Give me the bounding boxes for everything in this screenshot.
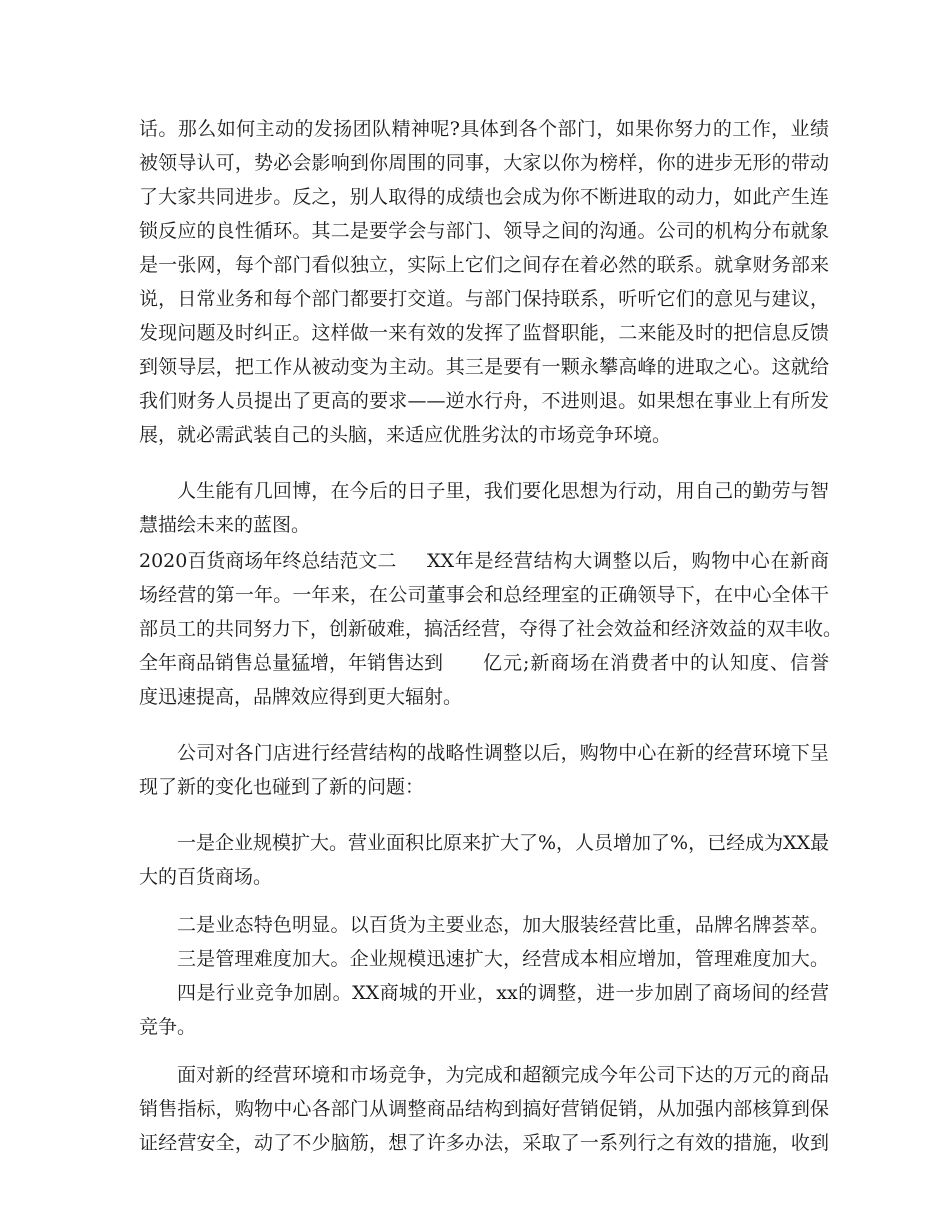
text-line: 竞争。: [139, 1016, 197, 1038]
text-line: 三是管理难度加大。企业规模迅速扩大，经营成本相应增加，管理难度加大。: [177, 948, 829, 970]
text-line: 锁反应的良性循环。其二是要学会与部门、领导之间的沟通。公司的机构分布就象: [139, 220, 829, 242]
text-line: 到领导层，把工作从被动变为主动。其三是要有一颗永攀高峰的进取之心。这就给: [139, 356, 829, 378]
text-line: XX年是经营结构大调整以后，购物中心在新商: [427, 550, 829, 572]
text-line: 大的百货商场。: [139, 866, 273, 888]
text-line: 发现问题及时纠正。这样做一来有效的发挥了监督职能，二来能及时的把信息反馈: [139, 322, 829, 344]
text-line: 被领导认可，势必会影响到你周围的同事，大家以你为榜样，你的进步无形的带动: [139, 152, 829, 174]
text-line: 我们财务人员提出了更高的要求——逆水行舟，不进则退。如果想在事业上有所发: [139, 390, 829, 412]
text-line: 说，日常业务和每个部门都要打交道。与部门保持联系，听听它们的意见与建议，: [139, 288, 829, 310]
text-line: 展，就必需武装自己的头脑，来适应优胜劣汰的市场竞争环境。: [139, 424, 672, 446]
text-line: 是一张网，每个部门看似独立，实际上它们之间存在着必然的联系。就拿财务部来: [139, 254, 829, 276]
text-line: 度迅速提高，品牌效应得到更大辐射。: [139, 686, 463, 708]
text-line: 慧描绘未来的蓝图。: [139, 514, 311, 536]
text-line: 四是行业竞争加剧。XX商城的开业，xx的调整，进一步加剧了商场间的经营: [177, 982, 829, 1004]
text-line: 销售指标，购物中心各部门从调整商品结构到搞好营销促销，从加强内部核算到保: [139, 1098, 829, 1120]
text-line: 人生能有几回博，在今后的日子里，我们要化思想为行动，用自己的勤劳与智: [177, 480, 829, 502]
text-line: 二是业态特色明显。以百货为主要业态，加大服装经营比重，品牌名牌荟萃。: [177, 914, 829, 936]
text-line: 部员工的共同努力下，创新破难，搞活经营，夺得了社会效益和经济效益的双丰收。: [139, 618, 843, 640]
text-line: 现了新的变化也碰到了新的问题：: [139, 776, 425, 798]
text-line: 了大家共同进步。反之，别人取得的成绩也会成为你不断进取的动力，如此产生连: [139, 186, 829, 208]
text-line: 亿元;新商场在消费者中的认知度、信誉: [483, 652, 829, 674]
text-line: 话。那么如何主动的发扬团队精神呢?具体到各个部门，如果你努力的工作，业绩: [139, 118, 829, 140]
text-line: 一是企业规模扩大。营业面积比原来扩大了%，人员增加了%，已经成为XX最: [177, 832, 830, 854]
text-line: 场经营的第一年。一年来，在公司董事会和总经理室的正确领导下，在中心全体干: [139, 584, 829, 606]
text-line: 全年商品销售总量猛增，年销售达到: [139, 652, 444, 674]
text-line: 公司对各门店进行经营结构的战略性调整以后，购物中心在新的经营环境下呈: [177, 742, 829, 764]
text-line: 面对新的经营环境和市场竞争，为完成和超额完成今年公司下达的万元的商品: [177, 1064, 829, 1086]
section-heading: 2020百货商场年终总结范文二: [139, 550, 397, 572]
text-line: 证经营安全，动了不少脑筋，想了许多办法，采取了一系列行之有效的措施，收到: [139, 1132, 829, 1154]
